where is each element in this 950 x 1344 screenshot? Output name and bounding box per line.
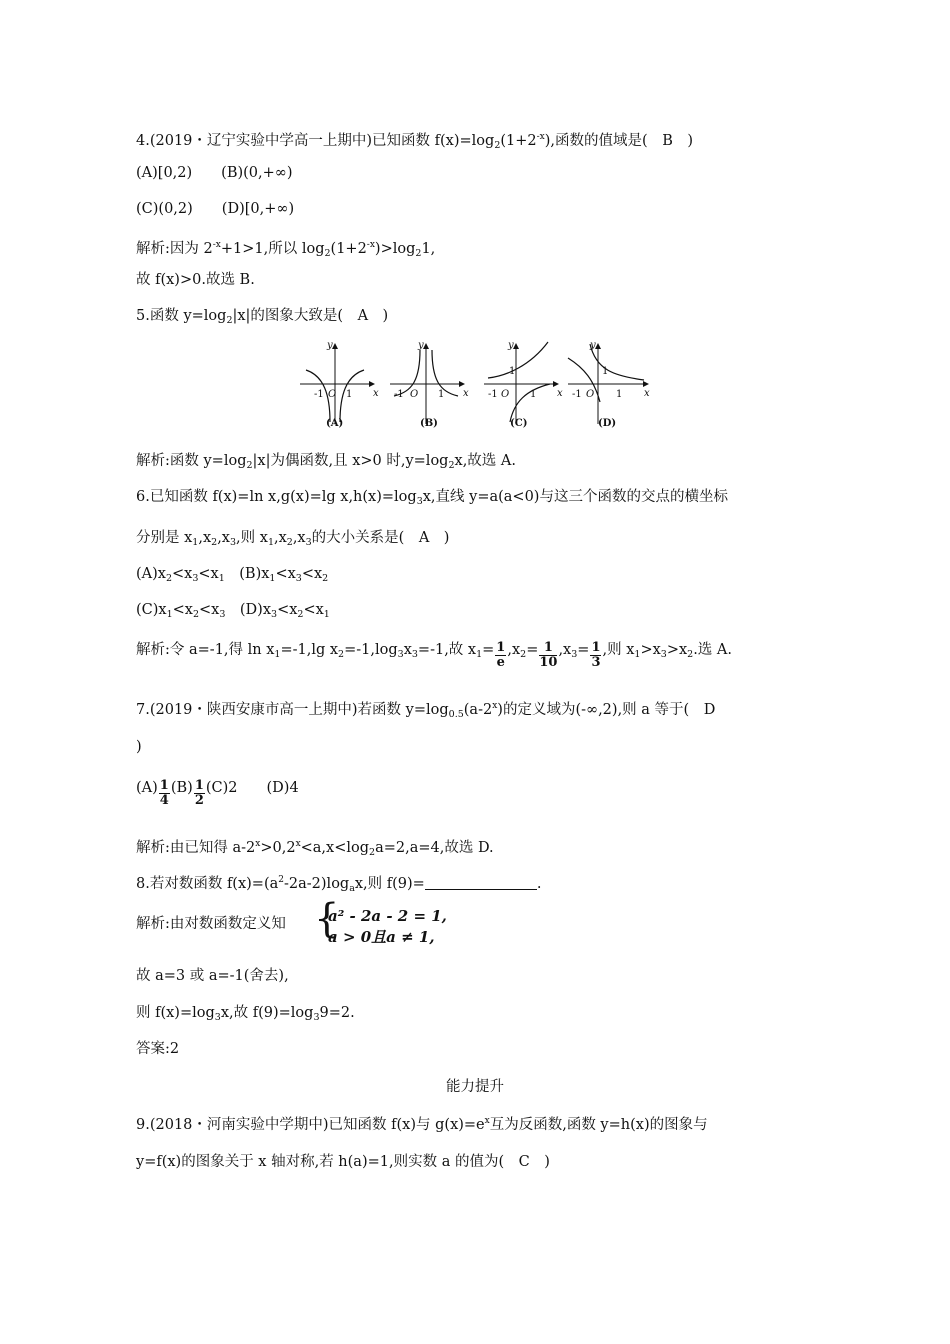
- graph-c-origin: O: [501, 389, 510, 400]
- q8-solution-3: 则 $f(x)=\log_3x$,故 $f(9)=\log_39=2$.: [136, 1005, 355, 1023]
- answer-blank: [425, 875, 537, 890]
- graph-d-y-label: y: [590, 340, 596, 351]
- section-title: 能力提升: [446, 1079, 504, 1095]
- graph-a-label: (A): [326, 418, 344, 429]
- graph-a-tick-neg: -1: [314, 389, 324, 400]
- fraction-1-10: $\frac{1}{10}$: [539, 640, 558, 670]
- fraction-1-4: $\frac{1}{4}$: [159, 778, 169, 808]
- graph-d-x-label: x: [644, 388, 650, 399]
- q7-stem-close: ): [136, 739, 142, 755]
- graph-d-tick-y: 1: [602, 366, 609, 377]
- graph-c-x-label: x: [557, 388, 563, 399]
- q8-solution-2: 故 a=3 或 a=-1(舍去),: [136, 968, 289, 984]
- q5-graphs-svg: [294, 340, 656, 432]
- q4-options-cd: (C)(0,2) (D)[0,+∞): [136, 201, 295, 217]
- system-line-2: a > 0且a ≠ 1,: [328, 928, 435, 946]
- q5-stem: 5.函数 $y=\log_2|x|$的图象大致是( A ): [136, 308, 389, 326]
- q6-solution: 解析:令 a=-1,得 $\ln x_1=-1,\lg$ $x_2=-1,\log_3x_3=-1$,故 $x_1=$ $\frac{1}{e}$ $,x_2=$ $\frac{1}{10}$ $,x_3=$ $\frac{1}{3}$ ,则 $x_1>x_3>x_2$.选 A.: [136, 640, 732, 670]
- q4-options-ab: (A)[0,2) (B)(0,+∞): [136, 165, 293, 181]
- q7-solution: 解析:由已知得 $a-2^x>0,2^x<a,x<\log_2a=2,a=4$,故选 D.: [136, 839, 494, 858]
- q8-stem: 8.若对数函数 $f(x)=(a^2-2a-2)\log_ax$,则 f(9)= .: [136, 875, 542, 894]
- graph-b-y-label: y: [418, 340, 424, 351]
- q9-line-1: 9.(2018・河南实验中学期中)已知函数 f(x)与 $g(x)=e^x$互为反函数,函数 y=h(x)的图象与: [136, 1116, 708, 1133]
- q4-stem: 4.(2019・辽宁实验中学高一上期中)已知函数 $f(x)=\log_2(1+2^{-x})$,函数的值域是( B ): [136, 132, 694, 151]
- graph-d-tick-pos: 1: [616, 389, 623, 400]
- graph-c-y-label: y: [508, 340, 514, 351]
- q4-solution-1: 解析:因为 $2^{-x}+1>1$,所以 $\log_2(1+2^{-x})>\log_21$,: [136, 240, 436, 259]
- graph-a-tick-pos: 1: [346, 389, 353, 400]
- graph-b: [390, 340, 469, 429]
- fraction-1-3: $\frac{1}{3}$: [591, 640, 601, 670]
- graph-b-x-label: x: [463, 388, 469, 399]
- graph-d: [568, 340, 650, 429]
- graph-a: [300, 340, 379, 429]
- q5-solution: 解析:函数 $y=\log_2|x|$为偶函数,且 x>0 时$,y=\log_2x$,故选 A.: [136, 453, 516, 471]
- graph-b-origin: O: [410, 389, 419, 400]
- q6-stem-1: 6.已知函数 f(x)=ln x,g(x)=lg $x,h(x)=\log_3x$,直线 y=a(a<0)与这三个函数的交点的横坐标: [136, 489, 728, 507]
- graph-a-origin: O: [328, 389, 337, 400]
- fraction-1-e: $\frac{1}{e}$: [496, 640, 506, 670]
- graph-c: [484, 340, 563, 429]
- graph-d-origin: O: [586, 389, 595, 400]
- q7-stem: 7.(2019・陕西安康市高一上期中)若函数 $y=\log_{0.5}(a-2^x)$的定义域为(-∞,2),则 a 等于( D: [136, 701, 716, 720]
- q6-stem-2: 分别是 $x_1,x_2,x_3$,则 $x_1,x_2,x_3$的大小关系是( A ): [136, 530, 450, 548]
- q5-graph-options: [294, 340, 656, 432]
- q4-solution-2: 故 f(x)>0.故选 B.: [136, 272, 255, 288]
- graph-d-label: (D): [598, 418, 617, 429]
- q6-options-ab: $(A)x_2<x_3<x_1$ $(B)x_1<x_3<x_2$: [136, 566, 329, 584]
- graph-b-label: (B): [420, 418, 438, 429]
- graph-d-tick-neg: -1: [572, 389, 582, 400]
- graph-b-tick-neg: -1: [394, 389, 404, 400]
- q8-solution-intro: 解析:由对数函数定义知: [136, 916, 286, 932]
- system-line-1: a² - 2a - 2 = 1,: [328, 907, 447, 925]
- graph-c-tick-y: 1: [509, 366, 516, 377]
- q7-options: (A) $\frac{1}{4}$ (B) $\frac{1}{2}$ (C)2 (D)4: [136, 778, 299, 808]
- brace-icon: {: [314, 896, 340, 942]
- fraction-1-2: $\frac{1}{2}$: [194, 778, 204, 808]
- q6-options-cd: $(C)x_1<x_2<x_3$ $(D)x_3<x_2<x_1$: [136, 602, 330, 620]
- graph-c-tick-pos: 1: [530, 389, 537, 400]
- graph-a-x-label: x: [373, 388, 379, 399]
- graph-b-tick-pos: 1: [438, 389, 445, 400]
- graph-c-tick-neg: -1: [488, 389, 498, 400]
- graph-c-label: (C): [510, 418, 528, 429]
- graph-a-y-label: y: [327, 340, 333, 351]
- q9-line-2: y=f(x)的图象关于 x 轴对称,若 h(a)=1,则实数 a 的值为( C ): [136, 1154, 550, 1170]
- q8-answer: 答案:2: [136, 1041, 180, 1057]
